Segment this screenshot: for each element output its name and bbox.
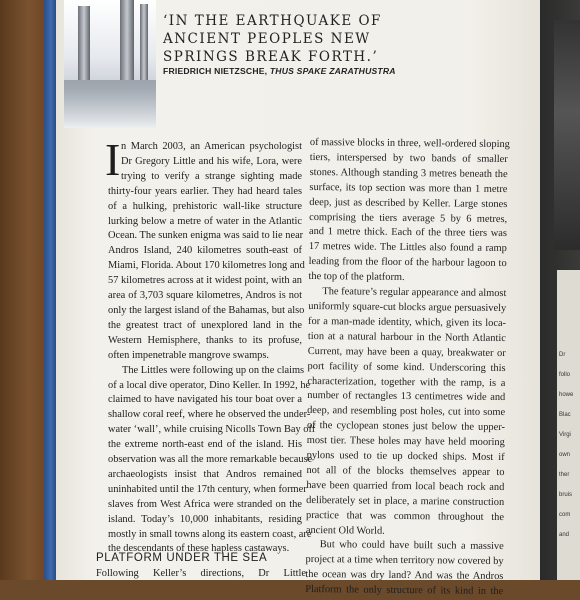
body-text-line: only the largest island of the Bahamas, but also: [108, 304, 305, 316]
quote-line: ANCIENT PEOPLES NEW: [163, 31, 371, 47]
body-text-line: area of 3,703 square kilometres, Andros is not: [108, 290, 302, 302]
body-text-line: of the cyclopean stones just below the upper-: [306, 420, 506, 434]
body-text-line: Miami, Florida. About 170 kilometres long and: [108, 260, 305, 272]
body-text-line: shallow coral reef, where he observed the under-: [108, 409, 311, 421]
text-column-left: [108, 140, 316, 557]
body-text-line: 17 metres wide. The Littles also found a ramp: [308, 241, 507, 255]
quote-line: SPRINGS BREAK FORTH.’: [163, 49, 379, 65]
body-text-line: Western Hemisphere, thanks to its profuse,: [108, 334, 302, 346]
body-text-line: lurking below a metre of water in the Atlantic: [108, 215, 302, 227]
body-text-line: project at a time when territory now covered by: [305, 554, 504, 568]
body-text-line: most tier. These holes may have held mooring: [306, 435, 505, 449]
adjacent-page-text-fragment: howe: [559, 392, 574, 398]
body-text-line: tiers, interspersed by two bands of smaller: [309, 151, 508, 165]
body-text-line: the greatest tract of unexplored land in the: [108, 319, 302, 331]
body-text-line: of a hulking, prehistoric wall-like structure: [108, 200, 302, 212]
adjacent-page-text-fragment: Dr: [559, 352, 566, 358]
adjacent-page-text-fragment: bruis: [559, 492, 573, 498]
body-text-line: the descendants of these hapless castaways.: [108, 543, 290, 555]
quote-author: FRIEDRICH NIETZSCHE,: [163, 66, 268, 76]
body-text-line: The Littles were following up on the claims: [122, 364, 305, 376]
body-line-continued: Following Keller’s directions, Dr Little: [96, 568, 306, 579]
body-text-line: deep, just as described by Keller. Large stones: [309, 196, 508, 210]
body-text-line: water ‘wall’, while cruising Nicolls Town Bay off: [108, 424, 316, 436]
body-text-line: deliberately set in place, a marine construction: [306, 494, 505, 508]
text-column-right: [305, 136, 508, 600]
body-text-line: The feature’s regular appearance and almost: [322, 286, 507, 300]
body-text-line: the extreme north-east end of the island. His: [108, 439, 302, 451]
body-text-line: But who could have built such a massive: [319, 539, 504, 553]
body-text-line: n March 2003, an American psychologist: [121, 141, 302, 152]
body-text-line: uninhabited until the 17th century, when former: [108, 483, 307, 495]
body-text-line: characterization, together with the ramp, is a: [307, 375, 506, 389]
body-text-line: stones. Although standing 3 metres beneath the: [309, 166, 508, 180]
body-text-line: Andros Island, 240 kilometres south-east of: [108, 245, 302, 257]
wooden-table-left: [0, 0, 48, 580]
body-text-line: pylons used to tie up docked ships. Most if: [306, 450, 505, 464]
body-text-line: island. Today’s 10,000 inhabitants, residing: [108, 513, 302, 525]
body-text-line: surface, its top section was more than 1 metre: [309, 181, 508, 195]
drop-cap: I: [105, 134, 121, 185]
body-text-line: archaeologists insist that Andros remained: [108, 468, 302, 480]
body-text-line: Dr Gregory Little and his wife, Lora, were: [121, 155, 302, 167]
body-text-line: of massive blocks in three, well-ordered sloping: [309, 136, 510, 151]
body-text-line: leading from the floor of the harbour lagoon to: [308, 256, 507, 270]
body-text-line: tion at a natural harbour in the North Atlantic: [307, 330, 506, 344]
adjacent-page-text-fragment: follo: [559, 372, 571, 378]
quote-work: THUS SPAKE ZARATHUSTRA: [269, 66, 396, 76]
body-text-line: slaves from West Africa were stranded on the: [108, 498, 302, 510]
body-text-line: 57 kilometres across at it widest point, with an: [108, 275, 302, 287]
quote-attribution: [163, 66, 523, 76]
body-text-line: observation was all the more remarkable because: [108, 454, 313, 466]
water-reflection: [64, 80, 156, 128]
body-text-line: of a local dive operator, Dino Keller. In 1992, he: [108, 379, 311, 391]
body-text-line: not all of the blocks themselves appear to: [306, 464, 505, 478]
body-text-line: trying to verify a strange sighting made: [121, 170, 302, 182]
body-text-line: uniformly square-cut blocks argue persuasively: [308, 300, 507, 315]
body-text-line: deep, and resembling post holes, cut into some: [307, 405, 506, 419]
body-text-line: mostly in small towns along its eastern coast, are: [108, 528, 312, 540]
adjacent-page-text-fragment: Blac: [559, 412, 571, 418]
body-text-line: have been quarried from local beach rock and: [306, 479, 505, 493]
body-text-line: practice that was common throughout the: [305, 509, 505, 523]
adjacent-page-text-fragment: and: [559, 532, 570, 538]
epigraph-quote: [163, 12, 523, 66]
body-text-line: Current, may have been a quay, breakwater or: [307, 345, 506, 359]
adjacent-page-text-fragment: ther: [559, 472, 570, 478]
body-text-line: the ocean was dry land? And was the Andros: [305, 569, 504, 583]
section-heading: PLATFORM UNDER THE SEA: [96, 552, 268, 564]
adjacent-page-text-fragment: Virgi: [559, 432, 571, 438]
body-text-line: for a man-made identity, which, given its loca-: [308, 315, 507, 329]
body-text-line: thirty-four years earlier. They had heard tales: [108, 185, 302, 197]
body-text-line: comprising the tiers average 5 by 6 metres,: [309, 211, 508, 225]
body-text-line: Ocean. The sunken enigma was said to lie near: [108, 230, 304, 242]
body-text-line: port facility of some kind. Underscoring this: [307, 360, 506, 374]
quote-line: ‘IN THE EARTHQUAKE OF: [163, 13, 382, 29]
body-text-line: the top of the platform.: [308, 271, 405, 284]
body-text-line: and 1 metre thick. Each of the three tiers was: [308, 226, 508, 240]
body-text-line: number of rectangles 13 centimetres wide and: [307, 390, 506, 404]
body-text-line: claimed to have navigated his tour boat over a: [108, 394, 302, 406]
adjacent-page-text-fragment: own: [559, 452, 571, 458]
body-text-line: often impenetrable mangrove swamps.: [108, 349, 270, 361]
body-text-line: ancient Old World.: [305, 524, 385, 537]
body-text-line: Platform the only structure of its kind in the: [305, 584, 504, 598]
adjacent-page-text-fragment: com: [559, 512, 571, 518]
adjacent-page-photo: [554, 20, 580, 250]
